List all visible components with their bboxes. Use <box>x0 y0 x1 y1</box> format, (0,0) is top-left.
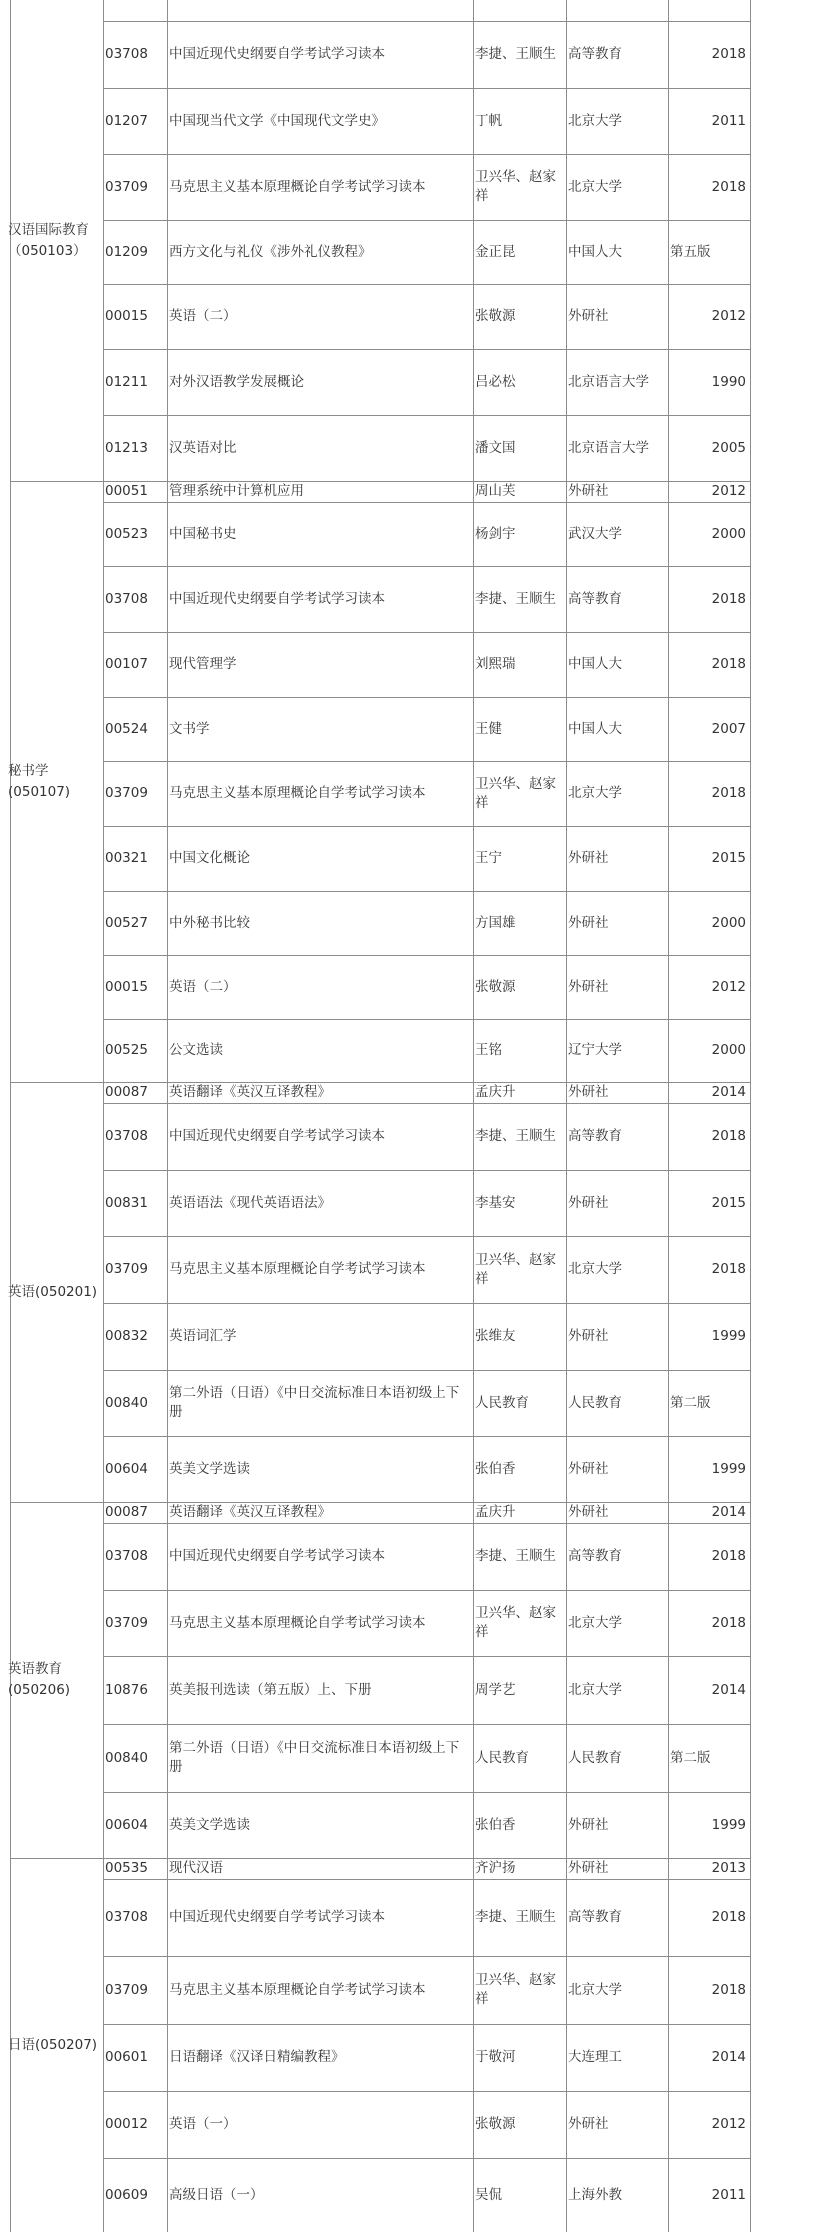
course-code: 00604 <box>105 1461 148 1477</box>
row-divider <box>103 1436 750 1437</box>
row-divider <box>103 1792 750 1793</box>
publisher: 外研社 <box>568 308 609 324</box>
course-name: 马克思主义基本原理概论自学考试学习读本 <box>169 179 426 195</box>
row-divider <box>103 88 750 89</box>
author: 张敬源 <box>475 2116 516 2132</box>
author: 金正昆 <box>475 244 516 260</box>
column-rule <box>566 0 567 2232</box>
course-name: 英语（二） <box>169 308 237 324</box>
publisher: 外研社 <box>568 1084 609 1100</box>
author: 于敬河 <box>475 2049 516 2065</box>
row-divider <box>103 1236 750 1237</box>
publisher: 人民教育 <box>568 1750 622 1766</box>
course-code: 00012 <box>105 2116 148 2132</box>
course-name: 中国近现代史纲要自学考试学习读本 <box>169 591 385 607</box>
course-code: 03709 <box>105 1615 148 1631</box>
course-name: 管理系统中计算机应用 <box>169 483 304 499</box>
row-divider <box>103 1370 750 1371</box>
publisher: 武汉大学 <box>568 526 622 542</box>
publisher: 高等教育 <box>568 1128 622 1144</box>
author: 丁帆 <box>475 113 502 129</box>
publisher: 北京大学 <box>568 1261 622 1277</box>
row-divider <box>103 1956 750 1957</box>
year: 2018 <box>711 1909 746 1925</box>
course-name: 中国近现代史纲要自学考试学习读本 <box>169 46 385 62</box>
course-code: 03708 <box>105 46 148 62</box>
course-name: 西方文化与礼仪《涉外礼仪教程》 <box>169 244 372 260</box>
course-code: 00087 <box>105 1084 148 1100</box>
publisher: 中国人大 <box>568 721 622 737</box>
course-code: 00840 <box>105 1750 148 1766</box>
author: 张维友 <box>475 1328 516 1344</box>
course-name: 中国文化概论 <box>169 850 250 866</box>
course-name: 中国近现代史纲要自学考试学习读本 <box>169 1128 385 1144</box>
year: 2018 <box>711 1261 746 1277</box>
course-code: 01211 <box>105 374 148 390</box>
year: 2012 <box>711 308 746 324</box>
course-name: 英美文学选读 <box>169 1461 250 1477</box>
row-divider <box>103 697 750 698</box>
course-name: 中国近现代史纲要自学考试学习读本 <box>169 1909 385 1925</box>
author: 周学艺 <box>475 1682 516 1698</box>
course-code: 00609 <box>105 2187 148 2203</box>
column-rule <box>750 0 751 2232</box>
publisher: 北京大学 <box>568 179 622 195</box>
course-code: 00840 <box>105 1395 148 1411</box>
major-name: 秘书学(050107) <box>8 763 71 800</box>
row-divider <box>103 284 750 285</box>
major-name: 日语(050207) <box>8 2037 98 2053</box>
row-divider <box>103 2024 750 2025</box>
year: 2000 <box>711 915 746 931</box>
course-code: 03709 <box>105 1982 148 1998</box>
year: 2018 <box>711 1982 746 1998</box>
publisher: 人民教育 <box>568 1395 622 1411</box>
course-name: 第二外语（日语）《中日交流标准日本语初级上下册 <box>169 1385 460 1420</box>
course-name: 日语翻译《汉译日精编教程》 <box>169 2049 345 2065</box>
row-divider <box>103 1103 750 1104</box>
course-code: 00831 <box>105 1195 148 1211</box>
year: 2011 <box>711 2187 746 2203</box>
year: 2012 <box>711 483 746 499</box>
author: 刘熙瑞 <box>475 656 516 672</box>
course-name: 马克思主义基本原理概论自学考试学习读本 <box>169 1615 426 1631</box>
row-divider <box>103 1523 750 1524</box>
author: 王健 <box>475 721 502 737</box>
course-name: 英语翻译《英汉互译教程》 <box>169 1084 331 1100</box>
course-name: 英语翻译《英汉互译教程》 <box>169 1504 331 1520</box>
course-name: 对外汉语教学发展概论 <box>169 374 304 390</box>
row-divider <box>103 21 750 22</box>
column-rule <box>103 0 104 2232</box>
year: 2005 <box>711 440 746 456</box>
major-name: 英语教育(050206) <box>8 1661 71 1698</box>
course-name: 高级日语（一） <box>169 2187 264 2203</box>
author: 李基安 <box>475 1195 516 1211</box>
course-code: 00107 <box>105 656 148 672</box>
course-code: 00015 <box>105 308 148 324</box>
row-divider <box>103 1170 750 1171</box>
year: 2011 <box>711 113 746 129</box>
year: 2014 <box>711 2049 746 2065</box>
row-divider <box>103 632 750 633</box>
row-divider <box>103 1879 750 1880</box>
author: 人民教育 <box>475 1395 529 1411</box>
author: 张伯香 <box>475 1817 516 1833</box>
publisher: 外研社 <box>568 979 609 995</box>
edition: 第二版 <box>670 1395 711 1411</box>
publisher: 北京大学 <box>568 113 622 129</box>
publisher: 北京语言大学 <box>568 374 649 390</box>
row-divider <box>103 415 750 416</box>
author: 卫兴华、赵家祥 <box>475 1972 556 2007</box>
author: 周山芙 <box>475 483 516 499</box>
edition: 第二版 <box>670 1750 711 1766</box>
course-name: 中国秘书史 <box>169 526 237 542</box>
row-divider <box>103 502 750 503</box>
course-name: 中外秘书比较 <box>169 915 250 931</box>
course-code: 00535 <box>105 1860 148 1876</box>
publisher: 外研社 <box>568 1817 609 1833</box>
publisher: 外研社 <box>568 1860 609 1876</box>
author: 王宁 <box>475 850 502 866</box>
course-name: 英语词汇学 <box>169 1328 237 1344</box>
course-name: 马克思主义基本原理概论自学考试学习读本 <box>169 1261 426 1277</box>
course-code: 00051 <box>105 483 148 499</box>
year: 2018 <box>711 1548 746 1564</box>
year: 2015 <box>711 1195 746 1211</box>
course-name: 中国近现代史纲要自学考试学习读本 <box>169 1548 385 1564</box>
year: 2018 <box>711 591 746 607</box>
course-name: 中国现当代文学《中国现代文学史》 <box>169 113 385 129</box>
author: 李捷、王顺生 <box>475 1548 556 1564</box>
major-name: 汉语国际教育（050103） <box>8 222 89 259</box>
row-divider <box>103 1724 750 1725</box>
course-name: 公文选读 <box>169 1042 223 1058</box>
row-divider <box>103 220 750 221</box>
author: 卫兴华、赵家祥 <box>475 1252 556 1287</box>
author: 齐沪扬 <box>475 1860 516 1876</box>
publisher: 中国人大 <box>568 244 622 260</box>
author: 张敬源 <box>475 308 516 324</box>
publisher: 高等教育 <box>568 46 622 62</box>
row-divider <box>103 1019 750 1020</box>
course-code: 03708 <box>105 1548 148 1564</box>
author: 李捷、王顺生 <box>475 1128 556 1144</box>
course-code: 00087 <box>105 1504 148 1520</box>
column-rule <box>167 0 168 2232</box>
column-rule <box>668 0 669 2232</box>
course-name: 现代管理学 <box>169 656 237 672</box>
row-divider <box>103 955 750 956</box>
course-name: 英美文学选读 <box>169 1817 250 1833</box>
publisher: 外研社 <box>568 1195 609 1211</box>
author: 方国雄 <box>475 915 516 931</box>
row-divider <box>103 1590 750 1591</box>
course-code: 00321 <box>105 850 148 866</box>
year: 2007 <box>711 721 746 737</box>
author: 卫兴华、赵家祥 <box>475 776 556 811</box>
course-code: 10876 <box>105 1682 148 1698</box>
course-name: 第二外语（日语）《中日交流标准日本语初级上下册 <box>169 1740 460 1775</box>
publisher: 外研社 <box>568 850 609 866</box>
course-code: 03708 <box>105 1128 148 1144</box>
course-code: 03709 <box>105 785 148 801</box>
author: 张敬源 <box>475 979 516 995</box>
author: 杨剑宇 <box>475 526 516 542</box>
column-rule <box>10 0 11 2232</box>
course-code: 03709 <box>105 1261 148 1277</box>
course-name: 汉英语对比 <box>169 440 237 456</box>
year: 2018 <box>711 46 746 62</box>
publisher: 北京大学 <box>568 1682 622 1698</box>
year: 2018 <box>711 1128 746 1144</box>
row-divider <box>103 826 750 827</box>
author: 王铭 <box>475 1042 502 1058</box>
author: 卫兴华、赵家祥 <box>475 1605 556 1640</box>
author: 卫兴华、赵家祥 <box>475 169 556 204</box>
year: 1999 <box>711 1817 746 1833</box>
course-code: 03708 <box>105 591 148 607</box>
author: 吴侃 <box>475 2187 502 2203</box>
course-name: 马克思主义基本原理概论自学考试学习读本 <box>169 1982 426 1998</box>
year: 2018 <box>711 179 746 195</box>
author: 孟庆升 <box>475 1504 516 1520</box>
author: 李捷、王顺生 <box>475 1909 556 1925</box>
publisher: 外研社 <box>568 1461 609 1477</box>
course-name: 英语（一） <box>169 2116 237 2132</box>
course-code: 00524 <box>105 721 148 737</box>
publisher: 大连理工 <box>568 2049 622 2065</box>
publisher: 外研社 <box>568 2116 609 2132</box>
course-name: 现代汉语 <box>169 1860 223 1876</box>
publisher: 北京大学 <box>568 1615 622 1631</box>
course-code: 00604 <box>105 1817 148 1833</box>
publisher: 北京大学 <box>568 1982 622 1998</box>
author: 潘文国 <box>475 440 516 456</box>
course-code: 00601 <box>105 2049 148 2065</box>
course-code: 00527 <box>105 915 148 931</box>
publisher: 北京大学 <box>568 785 622 801</box>
publisher: 外研社 <box>568 1328 609 1344</box>
course-name: 文书学 <box>169 721 210 737</box>
year: 1999 <box>711 1328 746 1344</box>
publisher: 外研社 <box>568 483 609 499</box>
row-divider <box>103 154 750 155</box>
course-code: 01213 <box>105 440 148 456</box>
course-code: 00015 <box>105 979 148 995</box>
year: 2000 <box>711 526 746 542</box>
course-code: 00525 <box>105 1042 148 1058</box>
course-code: 00523 <box>105 526 148 542</box>
author: 张伯香 <box>475 1461 516 1477</box>
publisher: 高等教育 <box>568 1909 622 1925</box>
course-name: 英语（二） <box>169 979 237 995</box>
year: 1990 <box>711 374 746 390</box>
year: 2018 <box>711 656 746 672</box>
row-divider <box>103 2158 750 2159</box>
publisher: 上海外教 <box>568 2187 622 2203</box>
course-code: 00832 <box>105 1328 148 1344</box>
year: 1999 <box>711 1461 746 1477</box>
year: 2012 <box>711 979 746 995</box>
course-name: 英美报刊选读（第五版）上、下册 <box>169 1682 372 1698</box>
row-divider <box>103 1303 750 1304</box>
author: 李捷、王顺生 <box>475 46 556 62</box>
row-divider <box>103 891 750 892</box>
column-rule <box>473 0 474 2232</box>
row-divider <box>103 1656 750 1657</box>
publisher: 外研社 <box>568 1504 609 1520</box>
course-code: 03709 <box>105 179 148 195</box>
author: 李捷、王顺生 <box>475 591 556 607</box>
publisher: 高等教育 <box>568 1548 622 1564</box>
publisher: 外研社 <box>568 915 609 931</box>
author: 孟庆升 <box>475 1084 516 1100</box>
course-code: 01207 <box>105 113 148 129</box>
row-divider <box>103 349 750 350</box>
row-divider <box>103 2091 750 2092</box>
year: 2000 <box>711 1042 746 1058</box>
course-code: 03708 <box>105 1909 148 1925</box>
row-divider <box>103 761 750 762</box>
year: 2014 <box>711 1084 746 1100</box>
edition: 第五版 <box>670 244 711 260</box>
year: 2014 <box>711 1504 746 1520</box>
year: 2018 <box>711 785 746 801</box>
year: 2014 <box>711 1682 746 1698</box>
author: 吕必松 <box>475 374 516 390</box>
course-name: 英语语法《现代英语语法》 <box>169 1195 331 1211</box>
publisher: 北京语言大学 <box>568 440 649 456</box>
year: 2012 <box>711 2116 746 2132</box>
publisher: 辽宁大学 <box>568 1042 622 1058</box>
major-name: 英语(050201) <box>8 1284 98 1300</box>
author: 人民教育 <box>475 1750 529 1766</box>
publisher: 高等教育 <box>568 591 622 607</box>
year: 2018 <box>711 1615 746 1631</box>
year: 2013 <box>711 1860 746 1876</box>
year: 2015 <box>711 850 746 866</box>
publisher: 中国人大 <box>568 656 622 672</box>
course-code: 01209 <box>105 244 148 260</box>
course-name: 马克思主义基本原理概论自学考试学习读本 <box>169 785 426 801</box>
row-divider <box>103 566 750 567</box>
